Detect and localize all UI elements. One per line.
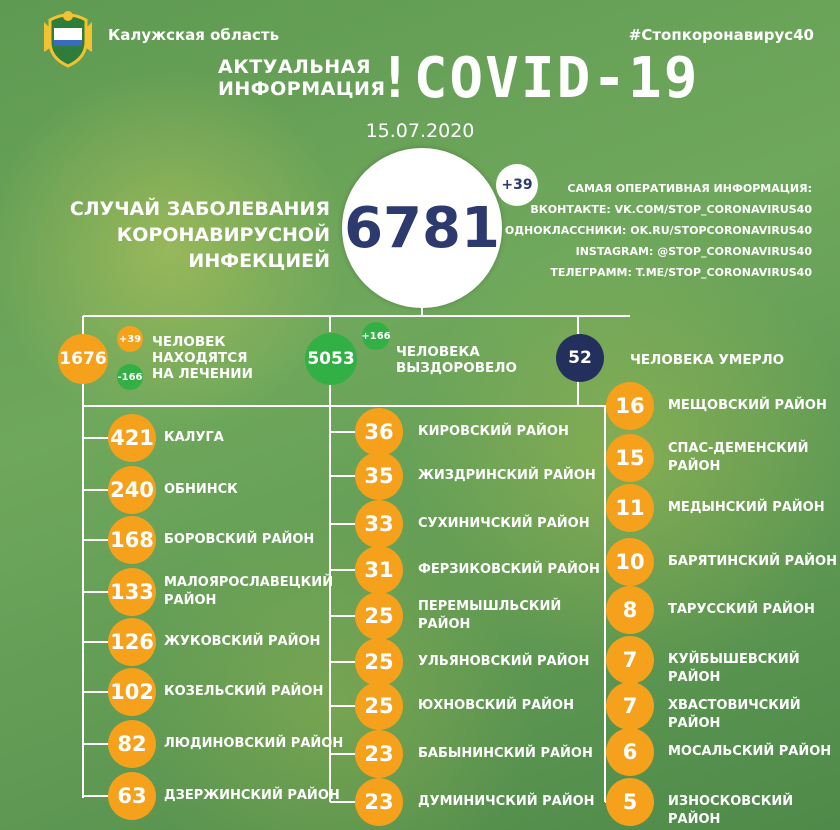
district-name: [164, 481, 238, 499]
district-count-circle: 25: [355, 638, 403, 686]
district-name-line1: КИРОВСКИЙ РАЙОН: [418, 424, 569, 439]
district-name: [418, 598, 561, 634]
district-name: [164, 429, 224, 447]
district-name: [418, 467, 596, 485]
treatment-plus-badge: +39: [117, 326, 143, 352]
cases-label-line2: КОРОНАВИРУСНОЙ ИНФЕКЦИЕЙ: [116, 224, 330, 272]
district-name: [418, 745, 593, 763]
district-count-circle: 36: [355, 408, 403, 456]
district-name: [418, 561, 600, 579]
district-name: [668, 553, 837, 571]
info-vk: ВКОНТАКТЕ: VK.COM/STOP_CORONAVIRUS40: [530, 203, 812, 216]
district-name-line1: КАЛУГА: [164, 430, 224, 445]
treatment-label: [152, 334, 253, 382]
district-name-line1: УЛЬЯНОВСКИЙ РАЙОН: [418, 654, 590, 669]
district-count-circle: 102: [108, 668, 156, 716]
district-count-circle: 421: [108, 414, 156, 462]
district-count-circle: 168: [108, 516, 156, 564]
info-telegram: ТЕЛЕГРАММ: T.ME/STOP_CORONAVIRUS40: [550, 266, 812, 279]
region-name: Калужская область: [108, 26, 280, 44]
treatment-label-2: НАХОДЯТСЯ: [152, 350, 248, 366]
district-name-line2: РАЙОН: [164, 593, 217, 608]
cases-delta-badge: +39: [496, 164, 538, 206]
district-count-circle: 15: [606, 434, 654, 482]
district-name: [164, 787, 340, 805]
district-count-circle: 23: [355, 778, 403, 826]
district-name: [418, 653, 589, 671]
title-covid: !COVID-19: [378, 46, 700, 111]
district-name-line1: ОБНИНСК: [164, 482, 238, 497]
district-name: [164, 633, 320, 651]
district-name: [418, 697, 574, 715]
treatment-minus-badge: -166: [117, 364, 143, 390]
district-name-line1: БАРЯТИНСКИЙ РАЙОН: [668, 554, 837, 569]
district-name-line2: РАЙОН: [418, 617, 471, 632]
district-count-circle: 16: [606, 382, 654, 430]
district-name-line1: МОСАЛЬСКИЙ РАЙОН: [668, 744, 832, 759]
info-heading: САМАЯ ОПЕРАТИВНАЯ ИНФОРМАЦИЯ:: [567, 182, 812, 195]
district-count-circle: 23: [355, 730, 403, 778]
district-name: [668, 440, 809, 476]
district-count-circle: 33: [355, 500, 403, 548]
district-name-line1: БОРОВСКИЙ РАЙОН: [164, 532, 315, 547]
total-cases-circle: 6781: [342, 148, 502, 308]
district-name: [668, 743, 831, 761]
district-name-line1: СПАС-ДЕМЕНСКИЙ: [668, 441, 809, 456]
district-name: [668, 697, 840, 733]
treatment-label-1: ЧЕЛОВЕК: [152, 334, 226, 350]
district-count-circle: 82: [108, 720, 156, 768]
district-name-line1: МЕЩОВСКИЙ РАЙОН: [668, 398, 827, 413]
title-line1: АКТУАЛЬНАЯ: [218, 56, 372, 78]
district-name: [418, 423, 569, 441]
district-count-circle: 7: [606, 682, 654, 730]
cases-label-line1: СЛУЧАЙ ЗАБОЛЕВАНИЯ: [69, 198, 330, 220]
recovered-plus-badge: +166: [362, 322, 390, 350]
district-name: [418, 515, 590, 533]
district-name: [418, 793, 595, 811]
info-instagram: INSTAGRAM: @STOP_CORONAVIRUS40: [575, 245, 812, 258]
recovered-circle: 5053: [305, 333, 357, 385]
district-name-line1: БАБЫНИНСКИЙ РАЙОН: [418, 746, 593, 761]
treatment-circle: 1676: [58, 334, 108, 384]
info-ok: ОДНОКЛАССНИКИ: OK.RU/STOPCORONAVIRUS40: [504, 224, 812, 237]
district-name-line1: ИЗНОСКОВСКИЙ РАЙОН: [668, 794, 794, 827]
district-count-circle: 25: [355, 682, 403, 730]
district-name-line1: КОЗЕЛЬСКИЙ РАЙОН: [164, 684, 324, 699]
district-count-circle: 63: [108, 772, 156, 820]
district-count-circle: 6: [606, 728, 654, 776]
district-name-line1: ХВАСТОВИЧСКИЙ РАЙОН: [668, 698, 801, 731]
district-name-line1: ПЕРЕМЫШЛЬСКИЙ: [418, 599, 562, 614]
district-count-circle: 7: [606, 636, 654, 684]
district-name: [668, 793, 840, 829]
recovered-label: [396, 344, 517, 376]
district-count-circle: 240: [108, 466, 156, 514]
district-name-line1: ЖУКОВСКИЙ РАЙОН: [164, 634, 321, 649]
district-name-line1: ЮХНОВСКИЙ РАЙОН: [418, 698, 574, 713]
district-count-circle: 8: [606, 586, 654, 634]
district-name-line1: ЛЮДИНОВСКИЙ РАЙОН: [164, 736, 344, 751]
district-count-circle: 133: [108, 568, 156, 616]
district-name: [164, 574, 333, 610]
district-name-line1: КУЙБЫШЕВСКИЙ РАЙОН: [668, 652, 800, 685]
died-label: ЧЕЛОВЕКА УМЕРЛО: [630, 352, 785, 368]
district-name-line1: МАЛОЯРОСЛАВЕЦКИЙ: [164, 575, 334, 590]
hashtag: #Стопкоронавирус40: [628, 26, 814, 44]
district-name-line1: ДЗЕРЖИНСКИЙ РАЙОН: [164, 788, 340, 803]
district-count-circle: 25: [355, 592, 403, 640]
district-name: [668, 601, 815, 619]
district-name: [164, 735, 343, 753]
district-name: [668, 397, 827, 415]
recovered-label-2: ВЫЗДОРОВЕЛО: [396, 360, 517, 376]
district-name: [164, 531, 314, 549]
died-circle: 52: [556, 334, 604, 382]
district-name-line1: ДУМИНИЧСКИЙ РАЙОН: [418, 794, 595, 809]
title-line2: ИНФОРМАЦИЯ: [218, 78, 386, 100]
treatment-label-3: НА ЛЕЧЕНИИ: [152, 366, 253, 382]
recovered-label-1: ЧЕЛОВЕКА: [396, 344, 480, 360]
district-name-line2: РАЙОН: [668, 459, 721, 474]
district-count-circle: 10: [606, 538, 654, 586]
district-count-circle: 11: [606, 484, 654, 532]
district-count-circle: 31: [355, 546, 403, 594]
district-name-line1: ФЕРЗИКОВСКИЙ РАЙОН: [418, 562, 600, 577]
district-name: [668, 499, 825, 517]
district-name-line1: ТАРУССКИЙ РАЙОН: [668, 602, 815, 617]
district-name: [668, 651, 840, 687]
district-name-line1: МЕДЫНСКИЙ РАЙОН: [668, 500, 825, 515]
district-name-line1: СУХИНИЧСКИЙ РАЙОН: [418, 516, 590, 531]
district-name: [164, 683, 323, 701]
district-count-circle: 35: [355, 452, 403, 500]
district-count-circle: 126: [108, 618, 156, 666]
district-count-circle: 5: [606, 778, 654, 826]
district-name-line1: ЖИЗДРИНСКИЙ РАЙОН: [418, 468, 596, 483]
date: 15.07.2020: [365, 120, 475, 142]
